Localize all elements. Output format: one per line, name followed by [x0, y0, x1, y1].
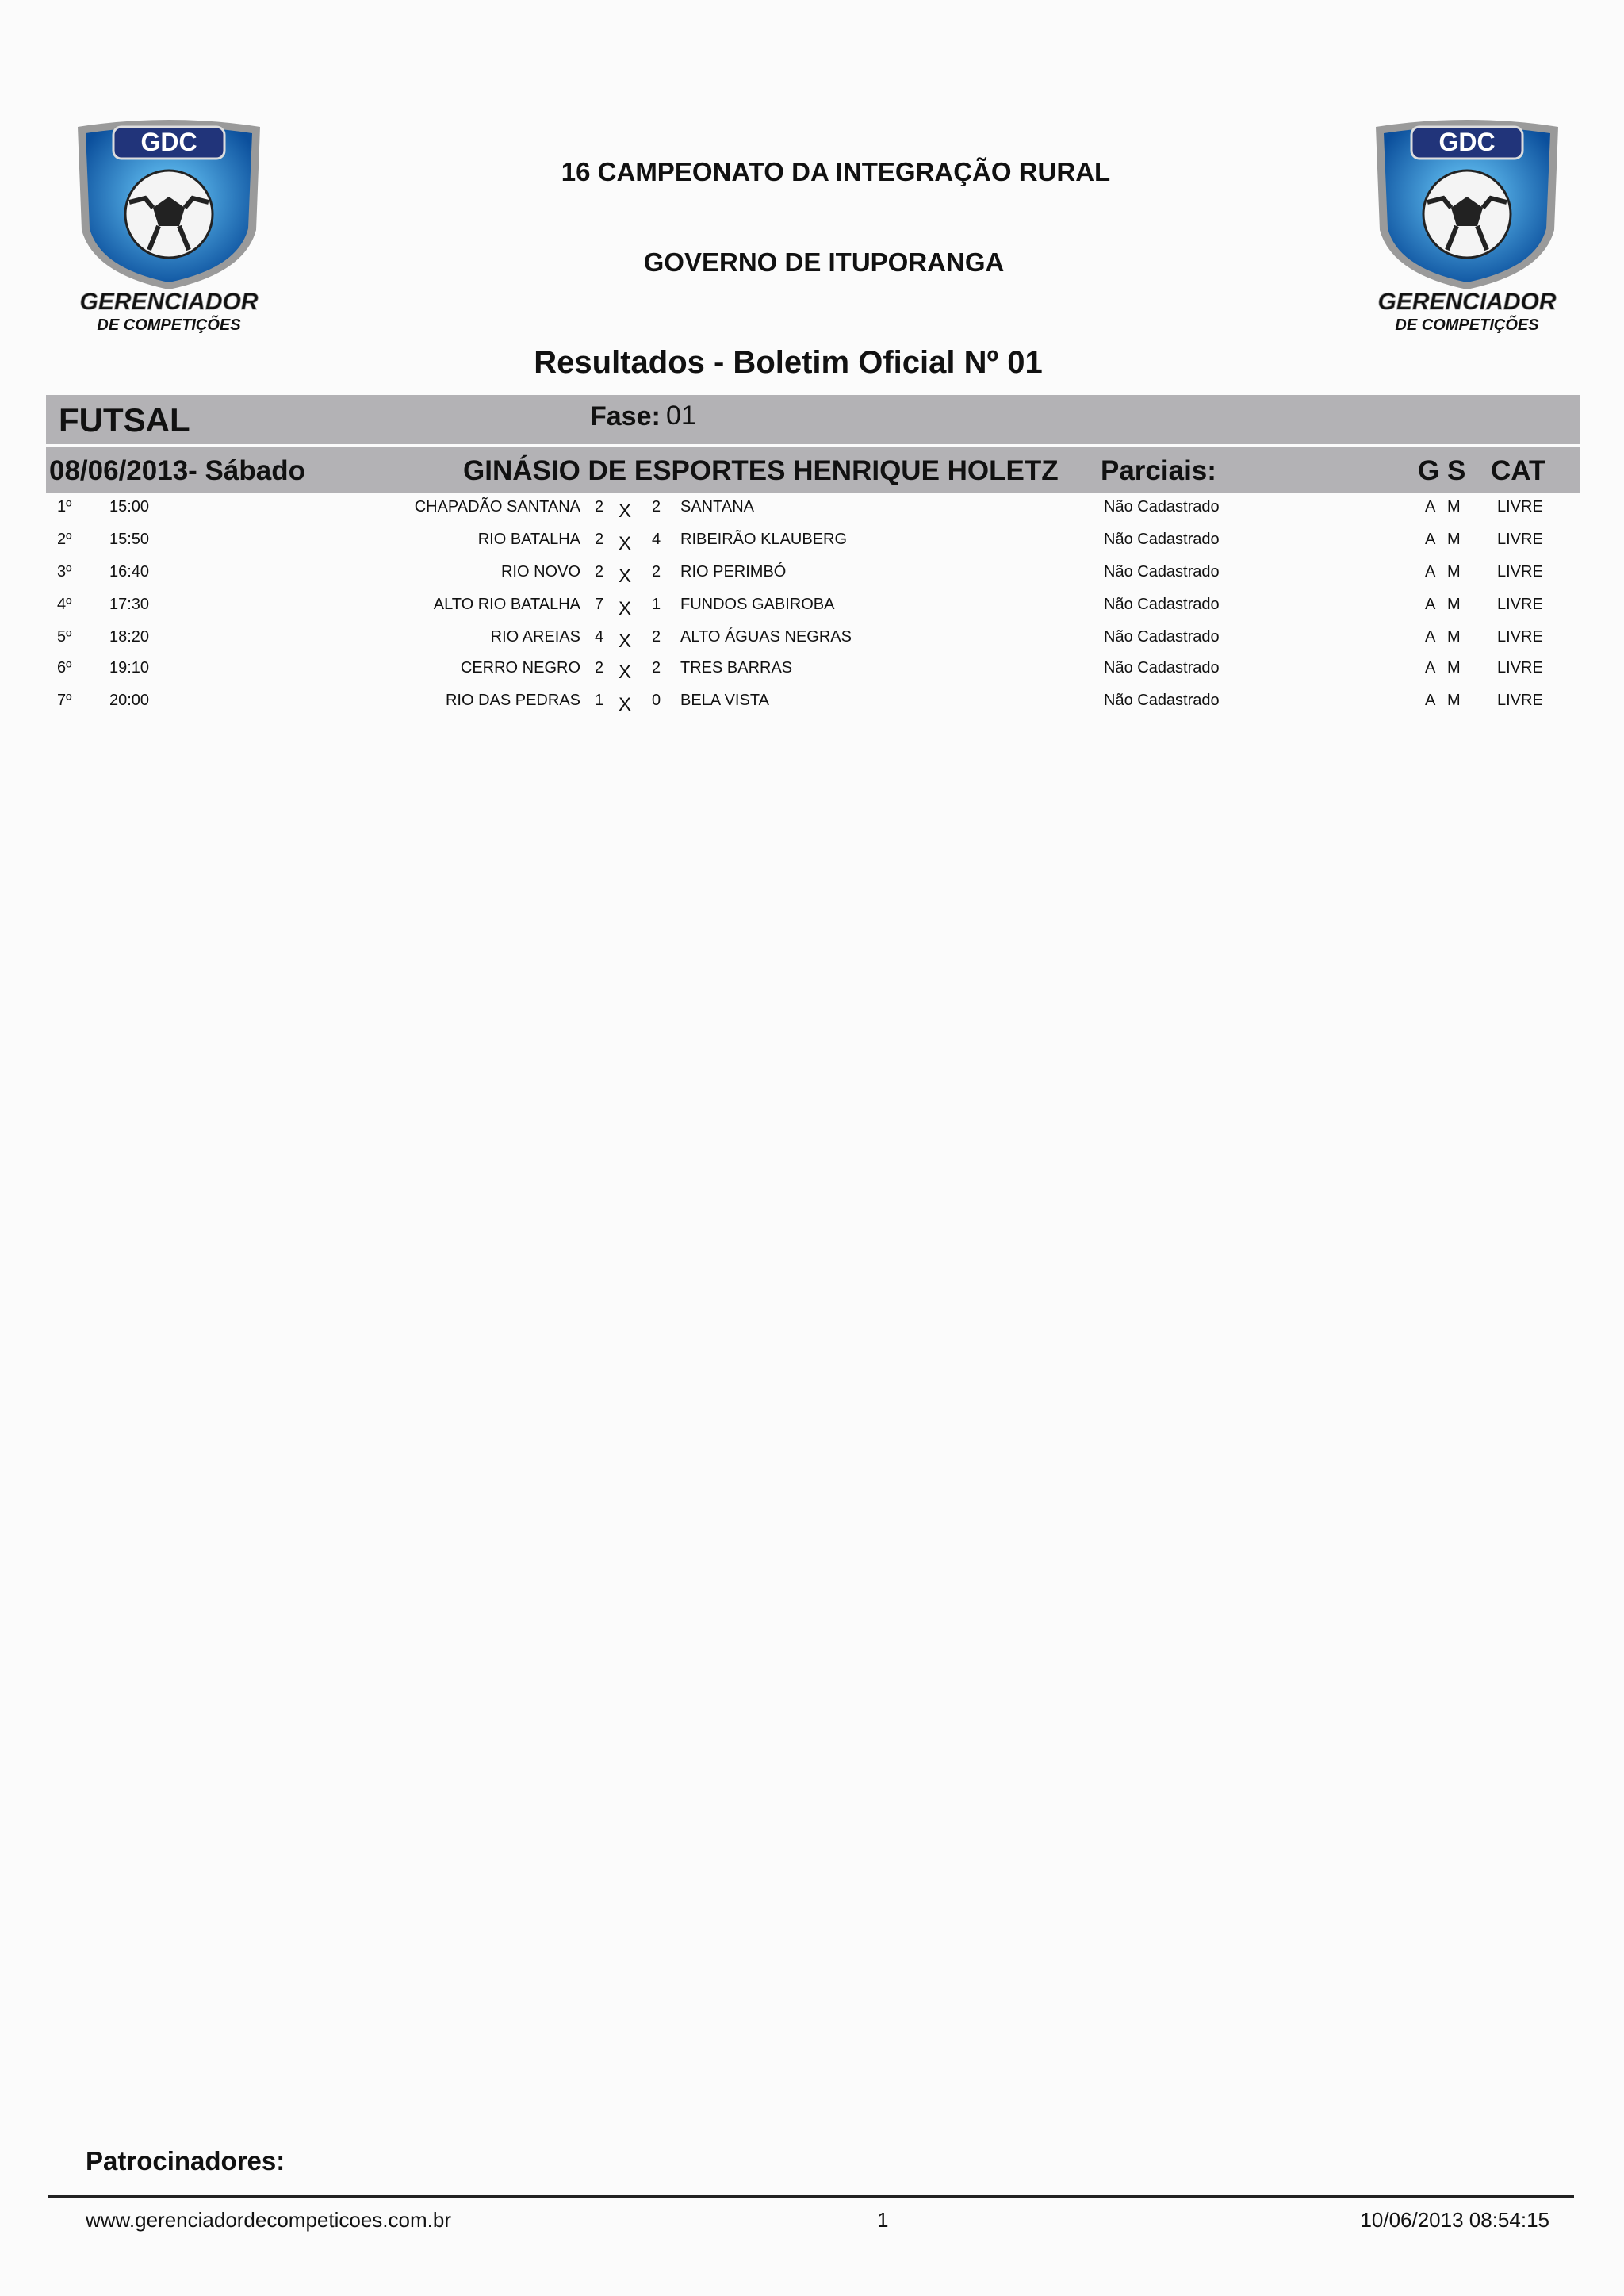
phase-value: 01 — [666, 401, 696, 431]
category: LIVRE — [1497, 498, 1543, 516]
game-number: 7º — [57, 692, 72, 709]
home-score: 2 — [595, 563, 604, 581]
category: LIVRE — [1497, 563, 1543, 581]
home-team: RIO AREIAS — [490, 628, 580, 646]
footer-page-number: 1 — [877, 2208, 889, 2232]
away-team: SANTANA — [680, 498, 754, 516]
game-date: 08/06/2013- Sábado — [49, 455, 305, 486]
home-team: CERRO NEGRO — [460, 659, 580, 677]
partials-status: Não Cadastrado — [1104, 692, 1220, 709]
partials-status: Não Cadastrado — [1104, 498, 1220, 516]
championship-title: 16 CAMPEONATO DA INTEGRAÇÃO RURAL — [561, 157, 1111, 186]
sex-code: M — [1447, 659, 1461, 677]
home-score: 2 — [595, 659, 604, 677]
logo-left — [54, 111, 284, 341]
game-time: 15:50 — [109, 531, 150, 548]
versus-mark: X — [619, 500, 632, 522]
sex-code: M — [1447, 498, 1461, 516]
sex-code: M — [1447, 596, 1461, 613]
phase-label: Fase: — [590, 401, 661, 431]
away-score: 2 — [652, 498, 661, 516]
sex-code: M — [1447, 563, 1461, 581]
away-team: TRES BARRAS — [680, 659, 793, 677]
away-team: FUNDOS GABIROBA — [680, 596, 835, 613]
venue-name: GINÁSIO DE ESPORTES HENRIQUE HOLETZ — [463, 455, 1059, 486]
table-row — [0, 531, 1624, 562]
home-score: 1 — [595, 692, 604, 709]
table-row — [0, 692, 1624, 723]
svg-text:DE COMPETIÇÕES: DE COMPETIÇÕES — [1395, 316, 1539, 334]
table-row — [0, 628, 1624, 660]
svg-text:GERENCIADOR: GERENCIADOR — [79, 289, 259, 315]
gender-code: A — [1425, 531, 1436, 548]
away-score: 1 — [652, 596, 661, 613]
game-time: 18:20 — [109, 628, 150, 646]
sex-code: M — [1447, 628, 1461, 646]
home-score: 7 — [595, 596, 604, 613]
game-number: 2º — [57, 531, 72, 548]
away-score: 0 — [652, 692, 661, 709]
partials-status: Não Cadastrado — [1104, 596, 1220, 613]
partials-status: Não Cadastrado — [1104, 628, 1220, 646]
away-team: ALTO ÁGUAS NEGRAS — [680, 628, 852, 646]
gender-code: A — [1425, 596, 1436, 613]
partials-status: Não Cadastrado — [1104, 659, 1220, 677]
home-score: 4 — [595, 628, 604, 646]
away-score: 2 — [652, 659, 661, 677]
versus-mark: X — [619, 598, 632, 619]
away-team: RIBEIRÃO KLAUBERG — [680, 531, 848, 548]
game-number: 3º — [57, 563, 72, 581]
sport-bar — [46, 395, 1580, 444]
game-time: 19:10 — [109, 659, 150, 677]
category: LIVRE — [1497, 628, 1543, 646]
footer-divider — [48, 2195, 1574, 2198]
table-row — [0, 596, 1624, 627]
svg-text:GDC: GDC — [1438, 128, 1496, 156]
cat-header: CAT — [1491, 455, 1546, 486]
date-venue-bar — [46, 447, 1580, 493]
game-time: 16:40 — [109, 563, 150, 581]
versus-mark: X — [619, 565, 632, 587]
game-number: 4º — [57, 596, 72, 613]
gdc-shield-logo — [1352, 111, 1582, 341]
sex-code: M — [1447, 531, 1461, 548]
home-team: RIO DAS PEDRAS — [445, 692, 580, 709]
organizer-title: GOVERNO DE ITUPORANGA — [643, 247, 1005, 277]
home-score: 2 — [595, 531, 604, 548]
game-time: 17:30 — [109, 596, 150, 613]
home-team: CHAPADÃO SANTANA — [414, 498, 580, 516]
svg-text:DE COMPETIÇÕES: DE COMPETIÇÕES — [97, 316, 241, 334]
gender-code: A — [1425, 692, 1436, 709]
partials-header: Parciais: — [1101, 455, 1216, 486]
home-team: RIO NOVO — [500, 563, 580, 581]
footer-website: www.gerenciadordecompeticoes.com.br — [86, 2208, 451, 2232]
game-time: 15:00 — [109, 498, 150, 516]
game-time: 20:00 — [109, 692, 150, 709]
category: LIVRE — [1497, 692, 1543, 709]
game-number: 1º — [57, 498, 72, 516]
gender-code: A — [1425, 563, 1436, 581]
gender-code: A — [1425, 659, 1436, 677]
away-score: 2 — [652, 563, 661, 581]
table-row — [0, 498, 1624, 530]
category: LIVRE — [1497, 596, 1543, 613]
gdc-shield-logo — [54, 111, 284, 341]
svg-text:GERENCIADOR: GERENCIADOR — [1377, 289, 1557, 315]
game-number: 5º — [57, 628, 72, 646]
sport-name: FUTSAL — [59, 401, 190, 439]
versus-mark: X — [619, 631, 632, 652]
away-team: RIO PERIMBÓ — [680, 563, 787, 581]
category: LIVRE — [1497, 659, 1543, 677]
footer-timestamp: 10/06/2013 08:54:15 — [1360, 2208, 1549, 2232]
game-number: 6º — [57, 659, 72, 677]
home-team: ALTO RIO BATALHA — [433, 596, 580, 613]
gender-code: A — [1425, 628, 1436, 646]
home-team: RIO BATALHA — [477, 531, 580, 548]
partials-status: Não Cadastrado — [1104, 563, 1220, 581]
svg-text:GDC: GDC — [140, 128, 197, 156]
table-row — [0, 659, 1624, 691]
gs-header: G S — [1418, 455, 1466, 486]
away-score: 2 — [652, 628, 661, 646]
gender-code: A — [1425, 498, 1436, 516]
versus-mark: X — [619, 533, 632, 554]
sponsors-label: Patrocinadores: — [86, 2146, 285, 2175]
partials-status: Não Cadastrado — [1104, 531, 1220, 548]
versus-mark: X — [619, 694, 632, 715]
home-score: 2 — [595, 498, 604, 516]
category: LIVRE — [1497, 531, 1543, 548]
away-score: 4 — [652, 531, 661, 548]
table-row — [0, 563, 1624, 595]
away-team: BELA VISTA — [680, 692, 769, 709]
logo-right — [1352, 111, 1582, 341]
bulletin-title: Resultados - Boletim Oficial Nº 01 — [534, 345, 1043, 380]
versus-mark: X — [619, 661, 632, 683]
sex-code: M — [1447, 692, 1461, 709]
